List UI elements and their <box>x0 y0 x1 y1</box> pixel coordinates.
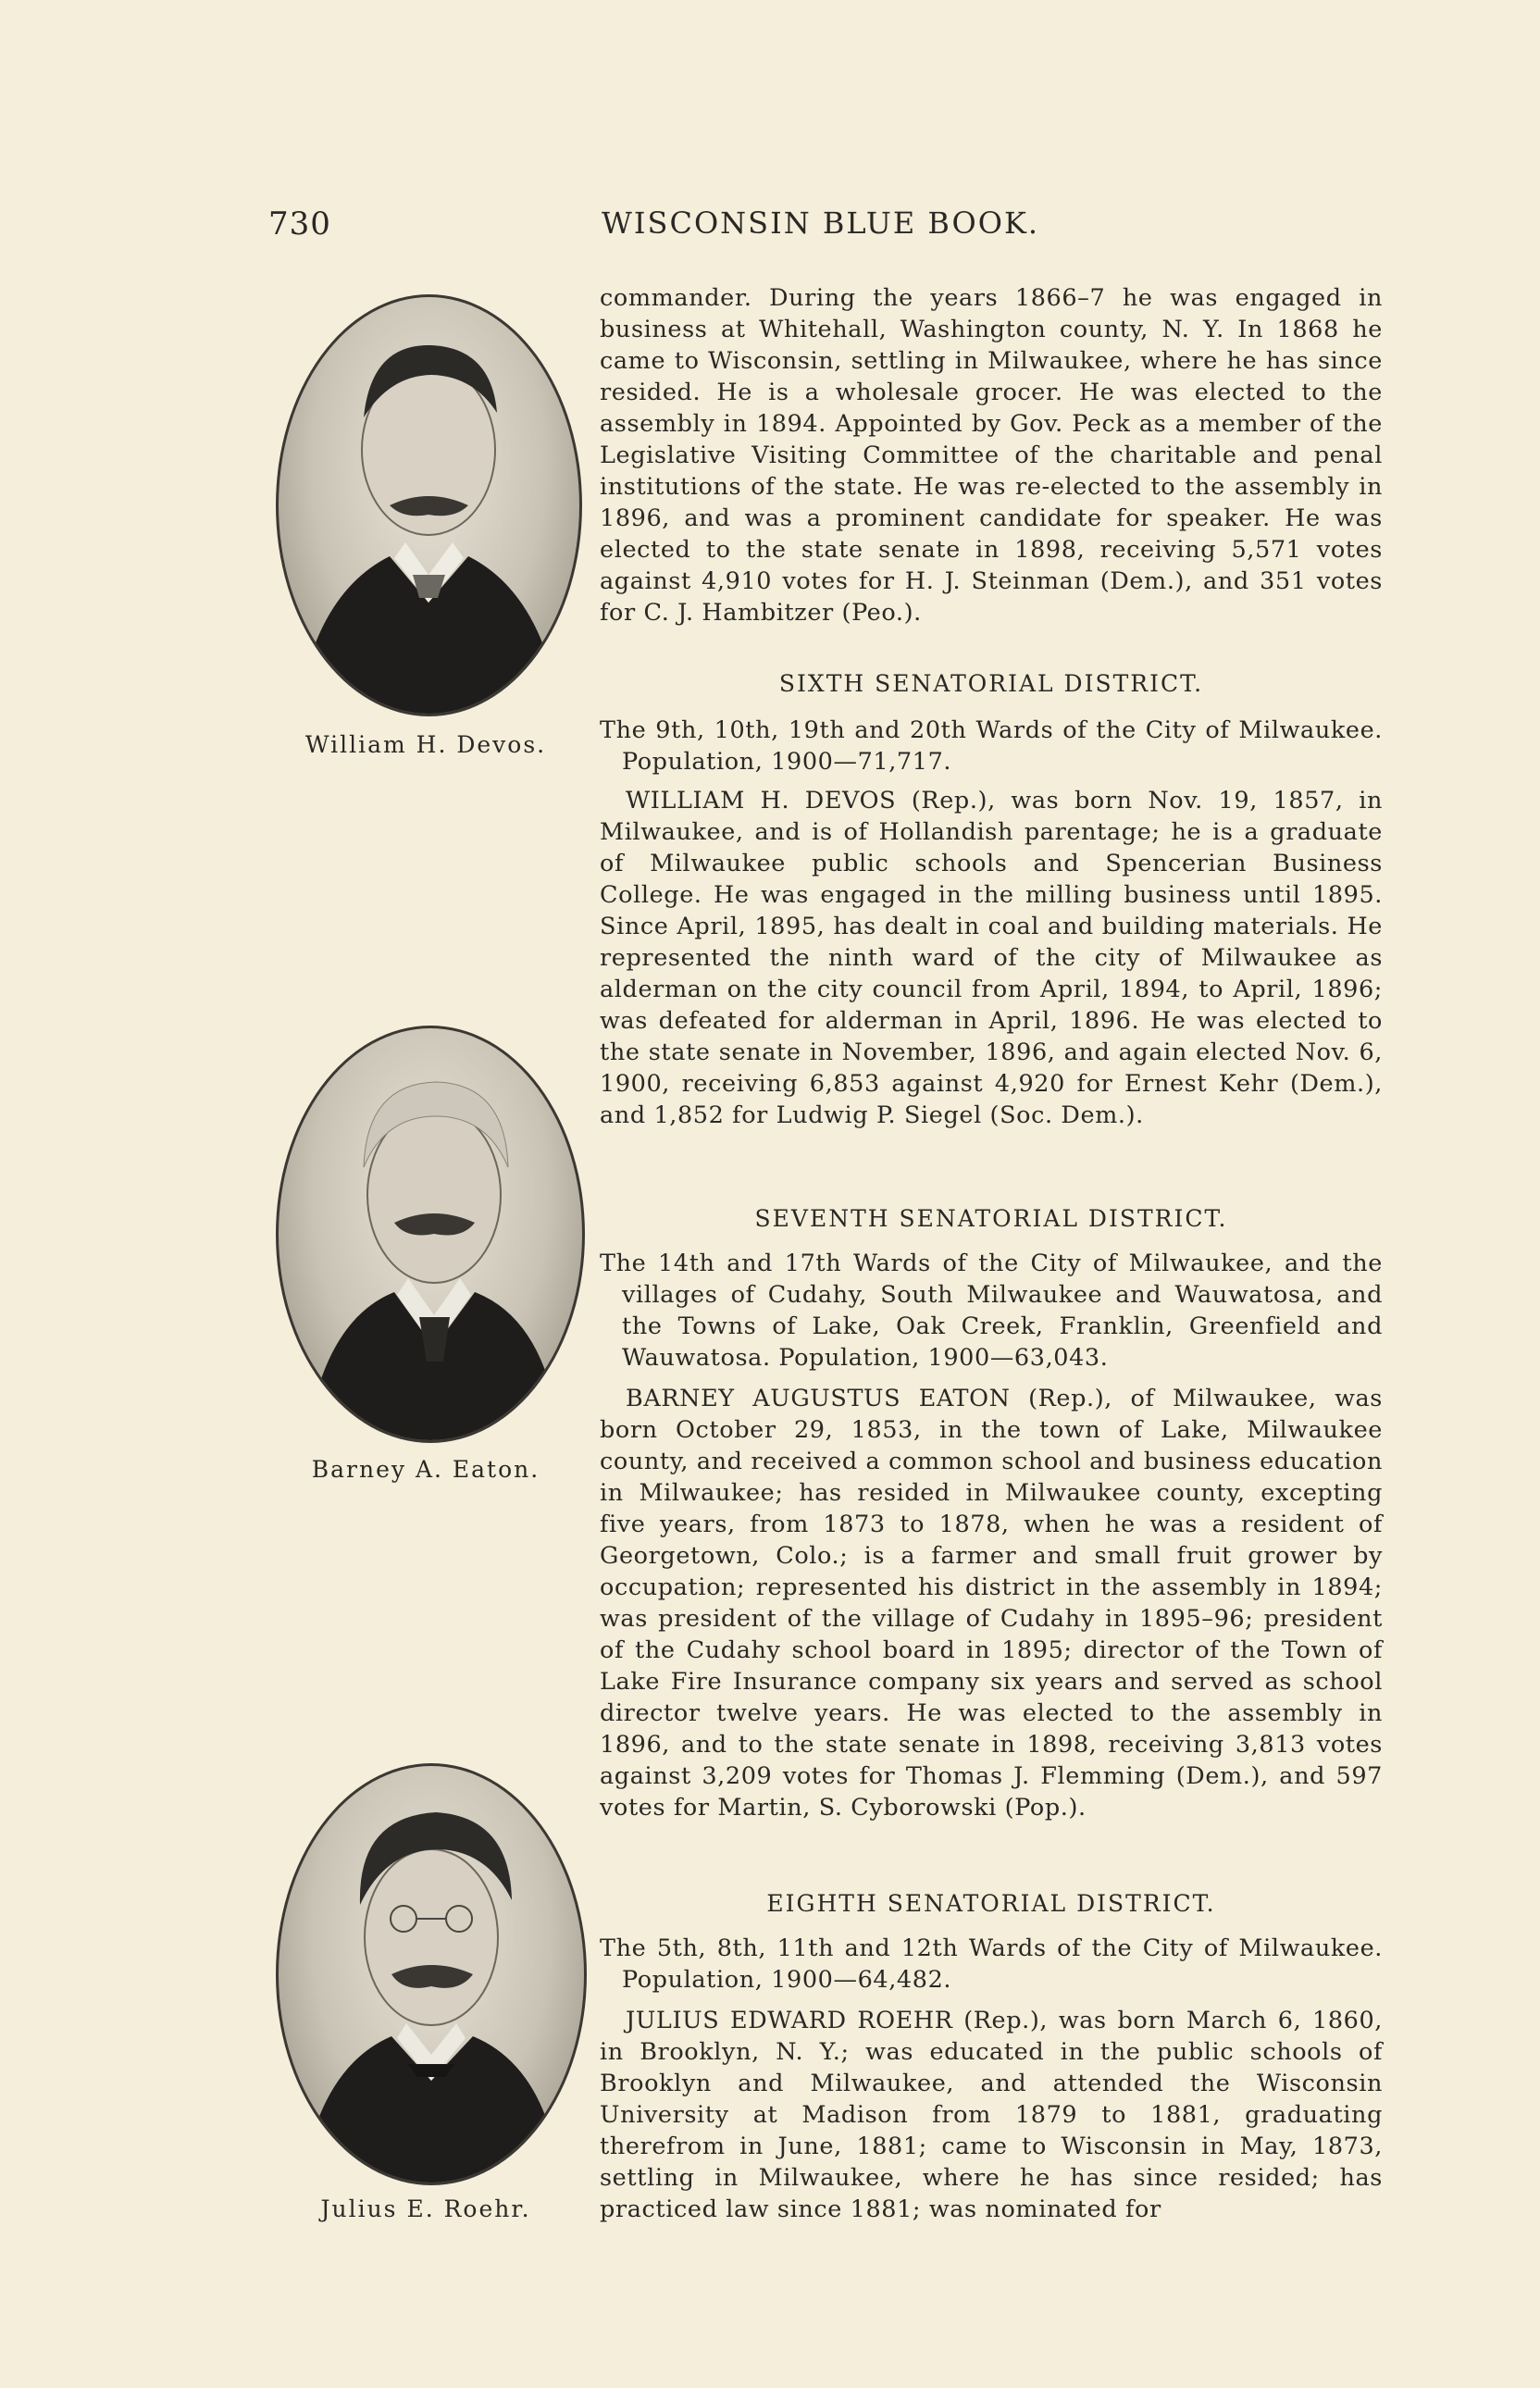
portrait-caption-roehr: Julius E. Roehr. <box>320 2195 531 2222</box>
biography-eaton <box>600 1383 1383 1823</box>
portrait-eaton-image <box>279 1028 582 1440</box>
portrait-caption-eaton: Barney A. Eaton. <box>311 1456 540 1483</box>
page-number: 730 <box>268 205 331 243</box>
district-heading-eighth: EIGHTH SENATORIAL DISTRICT. <box>766 1890 1216 1917</box>
biography-devos-text: WILLIAM H. DEVOS (Rep.), was born Nov. 19, 1857, in Milwaukee, and is of Hollandish parentage; he is a graduate of Milwaukee public schools and Spencerian Business College. He was engaged in the milling business until 1895. Since April, 1895, has dealt in coal and building materials. He represented the ninth ward of the city of Milwaukee as alderman on the city council from April, 1894, to April, 1896; was defeated for alderman in April, 1896. He was elected to the state senate in November, 1896, and again elected Nov. 6, 1900, receiving 6,853 against 4,920 for Ernest Kehr (Dem.), and 1,852 for Ludwig P. Siegel (Soc. Dem.). <box>600 787 1383 1129</box>
portrait-devos-image <box>279 297 579 714</box>
biography-eaton-text: BARNEY AUGUSTUS EATON (Rep.), of Milwaukee, was born October 29, 1853, in the town of Lake, Milwaukee county, and received a common school and business education in Milwaukee; has resided in Milwaukee county, excepting five years, from 1873 to 1878, when he was a resident of Georgetown, Colo.; is a farmer and small fruit grower by occupation; represented his district in the assembly in 1894; was president of the village of Cudahy in 1895–96; president of the Cudahy school board in 1895; director of the Town of Lake Fire Insurance company six years and served as school director twelve years. He was elected to the assembly in 1896, and to the state senate in 1898, receiving 3,813 votes against 3,209 votes for Thomas J. Flemming (Dem.), and 597 votes for Martin, S. Cyborowski (Pop.). <box>600 1385 1383 1822</box>
portrait-roehr <box>276 1763 587 2185</box>
continuation-text: commander. During the years 1866–7 he was engaged in business at Whitehall, Washington county, N. Y. In 1868 he came to Wisconsin, settling in Milwaukee, where he has since resided. He is a wholesale grocer. He was elected to the assembly in 1894. Appointed by Gov. Peck as a member of the Legislative Visiting Committee of the charitable and penal institutions of the state. He was re-elected to the assembly in 1896, and was a prominent candidate for speaker. He was elected to the state senate in 1898, receiving 5,571 votes against 4,910 votes for H. J. Steinman (Dem.), and 351 votes for C. J. Hambitzer (Peo.). <box>600 284 1383 627</box>
portrait-roehr-image <box>279 1766 584 2183</box>
running-head: WISCONSIN BLUE BOOK. <box>602 205 1040 241</box>
biography-devos <box>600 785 1383 1131</box>
portrait-eaton <box>276 1026 585 1443</box>
portrait-devos <box>276 294 582 716</box>
continuation-paragraph <box>600 282 1383 628</box>
biography-roehr-text: JULIUS EDWARD ROEHR (Rep.), was born March 6, 1860, in Brooklyn, N. Y.; was educated in the public schools of Brooklyn and Milwaukee, and attended the Wisconsin University at Madison from 1879 to 1881, graduating therefrom in June, 1881; came to Wisconsin in May, 1873, settling in Milwaukee, where he has since resided; has practiced law since 1881; was nominated for <box>600 2007 1383 2223</box>
district-heading-sixth: SIXTH SENATORIAL DISTRICT. <box>778 670 1204 697</box>
portrait-caption-devos: William H. Devos. <box>304 731 547 758</box>
district-description-eighth: The 5th, 8th, 11th and 12th Wards of the City of Milwaukee. Population, 1900—64,482. <box>600 1934 1383 1994</box>
biography-roehr <box>600 2005 1383 2225</box>
district-description-sixth: The 9th, 10th, 19th and 20th Wards of the City of Milwaukee. Population, 1900—71,717. <box>600 716 1383 776</box>
district-heading-seventh: SEVENTH SENATORIAL DISTRICT. <box>754 1205 1228 1232</box>
district-description-seventh: The 14th and 17th Wards of the City of Milwaukee, and the villages of Cudahy, South Milwaukee and Wauwatosa, and the Towns of Lake, Oak Creek, Franklin, Greenfield and Wauwatosa. Population, 1900—63,043. <box>600 1250 1383 1372</box>
